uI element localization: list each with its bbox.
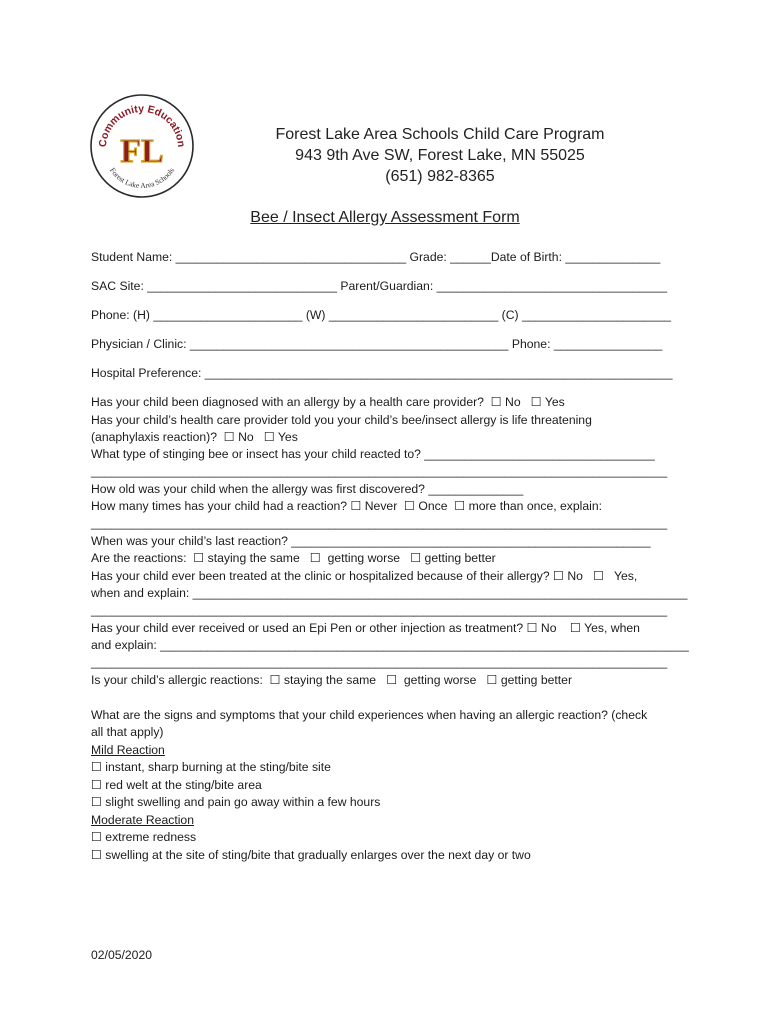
- physician-field[interactable]: Physician / Clinic: _______________________________________________ Phone: ________________: [91, 337, 663, 351]
- program-name: Forest Lake Area Schools Child Care Program: [275, 126, 605, 143]
- moderate-reaction-heading: Moderate Reaction: [91, 813, 194, 827]
- svg-text:Forest Lake Area Schools: Forest Lake Area Schools: [107, 165, 177, 191]
- question-symptoms-note: all that apply): [91, 725, 164, 739]
- community-education-logo: [88, 92, 196, 200]
- question-life-threatening-options[interactable]: (anaphylaxis reaction)? ☐ No ☐ Yes: [91, 430, 298, 444]
- revision-date: 02/05/2020: [91, 948, 152, 962]
- student-name-field[interactable]: Student Name: __________________________________ Grade: ______Date of Birth: ______________: [91, 250, 661, 264]
- question-hospitalized-explain[interactable]: when and explain: _________________________________________________________________________: [91, 586, 688, 600]
- mild-symptom-burning[interactable]: ☐ instant, sharp burning at the sting/bite site: [91, 760, 331, 774]
- question-insect-type[interactable]: What type of stinging bee or insect has your child reacted to? __________________________________: [91, 447, 655, 461]
- program-header: [250, 124, 630, 187]
- answer-line[interactable]: _____________________________________________________________________________________: [91, 655, 668, 669]
- program-phone: (651) 982-8365: [385, 168, 495, 185]
- moderate-symptom-swelling[interactable]: ☐ swelling at the site of sting/bite that gradually enlarges over the next day or two: [91, 848, 531, 862]
- question-epi-pen[interactable]: Has your child ever received or used an Epi Pen or other injection as treatment? ☐ No ☐ Yes, when: [91, 621, 640, 635]
- svg-text:Community Education: Community Education: [96, 102, 188, 148]
- phone-field[interactable]: Phone: (H) ______________________ (W) _________________________ (C) ______________________: [91, 308, 672, 322]
- question-reaction-count[interactable]: How many times has your child had a reaction? ☐ Never ☐ Once ☐ more than once, explain:: [91, 499, 603, 513]
- question-age-discovered[interactable]: How old was your child when the allergy was first discovered? ______________: [91, 482, 524, 496]
- hospital-field[interactable]: Hospital Preference: _____________________________________________________________________: [91, 366, 673, 380]
- program-address: 943 9th Ave SW, Forest Lake, MN 55025: [295, 147, 585, 164]
- question-last-reaction[interactable]: When was your child’s last reaction? _____________________________________________________: [91, 534, 651, 548]
- moderate-symptom-redness[interactable]: ☐ extreme redness: [91, 830, 197, 844]
- svg-text:FL: FL: [120, 133, 164, 170]
- question-hospitalized[interactable]: Has your child ever been treated at the clinic or hospitalized because of their allergy? ☐ No ☐ Yes,: [91, 569, 638, 583]
- question-allergic-trend[interactable]: Is your child’s allergic reactions: ☐ staying the same ☐ getting worse ☐ getting better: [91, 673, 573, 687]
- question-reaction-trend[interactable]: Are the reactions: ☐ staying the same ☐ getting worse ☐ getting better: [91, 551, 496, 565]
- question-epi-pen-explain[interactable]: and explain: ______________________________________________________________________________: [91, 638, 689, 652]
- answer-line[interactable]: _____________________________________________________________________________________: [91, 464, 668, 478]
- mild-reaction-heading: Mild Reaction: [91, 743, 165, 757]
- answer-line[interactable]: _____________________________________________________________________________________: [91, 516, 668, 530]
- question-life-threatening: Has your child’s health care provider told you your child’s bee/insect allergy is life threatening: [91, 413, 592, 427]
- question-symptoms: What are the signs and symptoms that your child experiences when having an allergic reaction? (check: [91, 708, 648, 722]
- form-title: Bee / Insect Allergy Assessment Form: [250, 209, 520, 226]
- question-diagnosed[interactable]: Has your child been diagnosed with an allergy by a health care provider? ☐ No ☐ Yes: [91, 395, 565, 409]
- answer-line[interactable]: _____________________________________________________________________________________: [91, 603, 668, 617]
- mild-symptom-swelling[interactable]: ☐ slight swelling and pain go away within a few hours: [91, 795, 381, 809]
- mild-symptom-welt[interactable]: ☐ red welt at the sting/bite area: [91, 778, 262, 792]
- sac-site-field[interactable]: SAC Site: ____________________________ Parent/Guardian: __________________________________: [91, 279, 668, 293]
